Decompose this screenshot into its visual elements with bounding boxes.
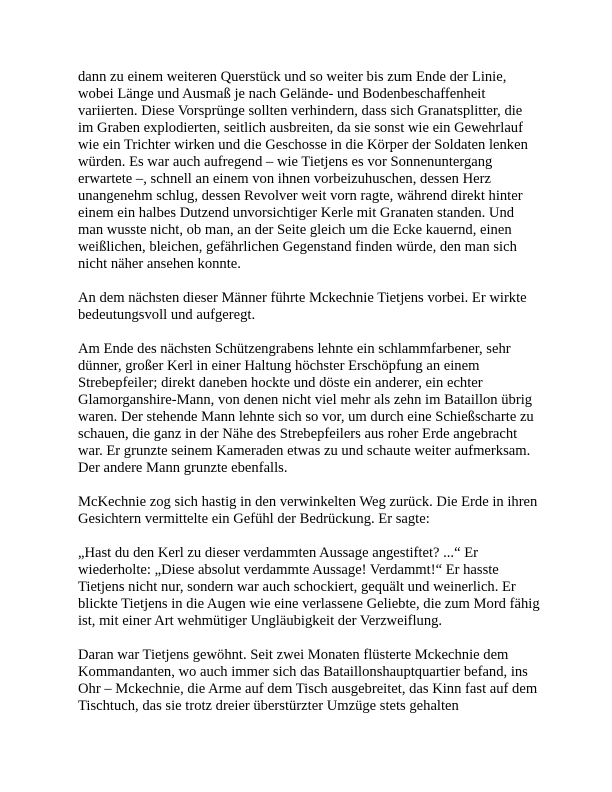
paragraph-2: An dem nächsten dieser Männer führte Mckechnie Tietjens vorbei. Er wirkte bedeutungsvoll und aufgeregt. (78, 290, 527, 323)
document-page (78, 69, 540, 732)
paragraph-3: Am Ende des nächsten Schützengrabens lehnte ein schlammfarbener, sehr dünner, großer Kerl in einer Haltung höchster Erschöpfung an einem Strebepfeiler; direkt daneben hockte und döste ein anderer, ein echter Glamorganshire-Mann, von denen nicht viel mehr als zehn im Bataillon übrig waren. Der stehende Mann lehnte sich so vor, um durch eine Schießscharte zu schauen, die ganz in der Nähe des Strebepfeilers aus roher Erde angebracht war. Er grunzte seinem Kameraden etwas zu und schaute weiter aufmerksam. Der andere Mann grunzte ebenfalls. (78, 341, 534, 476)
paragraph-5: „Hast du den Kerl zu dieser verdammten Aussage angestiftet? ...“ Er wiederholte: „Diese absolut verdammte Aussage! Verdammt!“ Er hasste Tietjens nicht nur, sondern war auch schockiert, gequält und weinerlich. Er blickte Tietjens in die Augen wie eine verlassene Geliebte, die zum Mord fähig ist, mit einer Art wehmütiger Ungläubigkeit der Verzweiflung. (78, 545, 540, 629)
paragraph-1: dann zu einem weiteren Querstück und so weiter bis zum Ende der Linie, wobei Länge und Ausmaß je nach Gelände- und Bodenbeschaffenheit variierten. Diese Vorsprünge sollten verhindern, dass sich Granatsplitter, die im Graben explodierten, seitlich ausbreiten, da sie sonst wie ein Gewehrlauf wie ein Trichter wirken und die Geschosse in die Körper der Soldaten lenken würden. Es war auch aufregend – wie Tietjens es vor Sonnenuntergang erwartete –, schnell an einem von ihnen vorbeizuhuschen, dessen Herz unangenehm schlug, dessen Revolver weit vorn ragte, während direkt hinter einem ein halbes Dutzend unvorsichtiger Kerle mit Granaten standen. Und man wusste nicht, ob man, an der Seite gleich um die Ecke kauernd, einen weißlichen, bleichen, gefährlichen Gegenstand finden würde, den man sich nicht näher ansehen konnte. (78, 69, 528, 272)
paragraph-4: McKechnie zog sich hastig in den verwinkelten Weg zurück. Die Erde in ihren Gesichtern vermittelte ein Gefühl der Bedrückung. Er sagte: (78, 494, 538, 527)
paragraph-6: Daran war Tietjens gewöhnt. Seit zwei Monaten flüsterte Mckechnie dem Kommandanten, wo auch immer sich das Bataillonshauptquartier befand, ins Ohr – Mckechnie, die Arme auf dem Tisch ausgebreitet, das Kinn fast auf dem Tischtuch, das sie trotz dreier überstürzter Umzüge stets gehalten (78, 647, 538, 714)
